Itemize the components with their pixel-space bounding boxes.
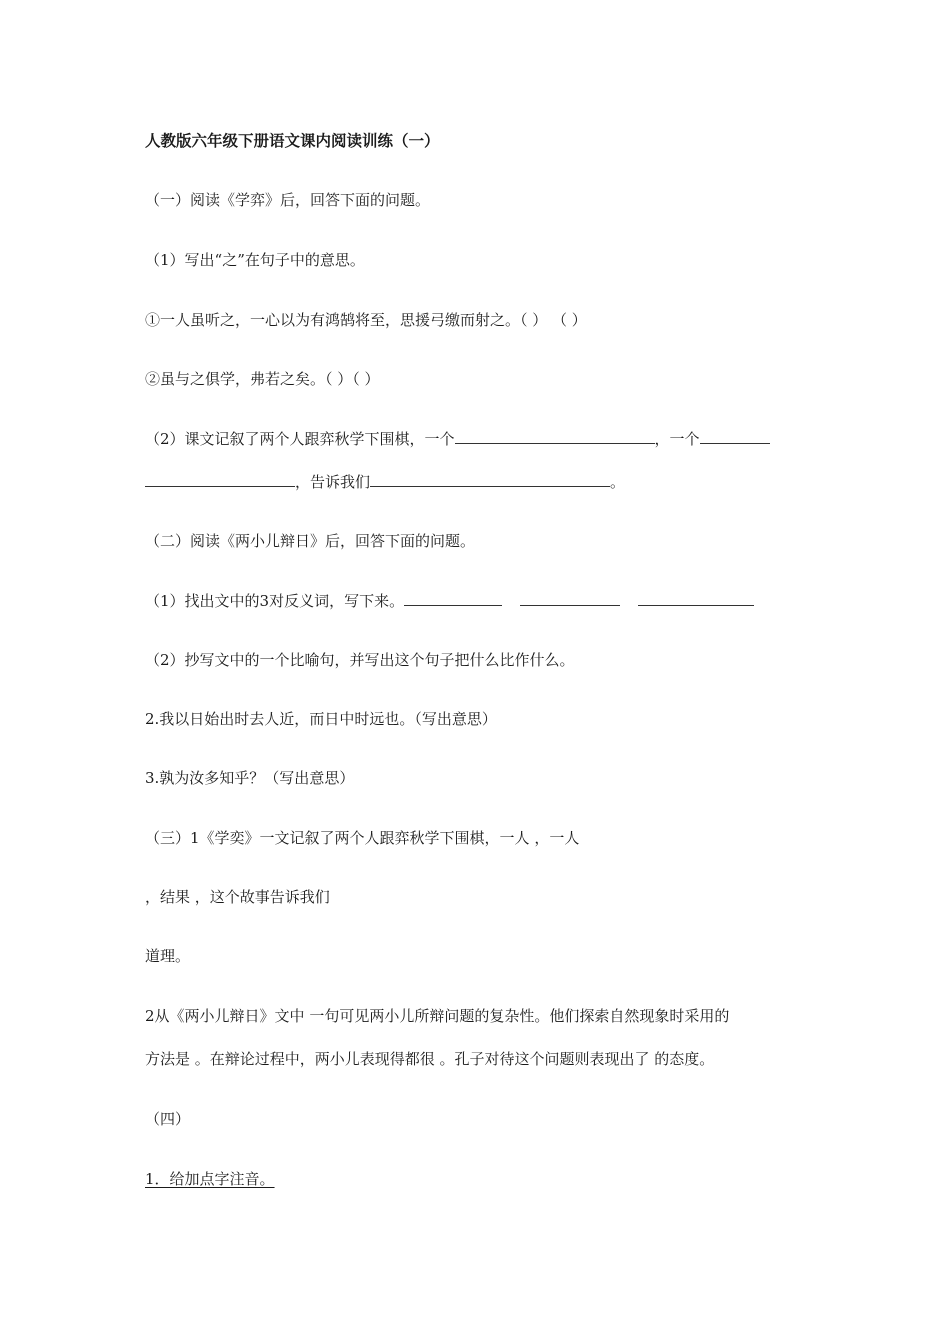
section-2-question-1-text: （1）找出文中的3对反义词，写下来。 xyxy=(145,592,405,610)
section-3-line-5: 方法是 。在辩论过程中，两小儿表现得都很 。孔子对待这个问题则表现出了 的态度。 xyxy=(145,1050,715,1068)
answer-blank[interactable] xyxy=(700,429,770,444)
question-2-text: （2）课文记叙了两个人跟弈秋学下围棋，一个 xyxy=(145,430,455,448)
section-1-heading: （一）阅读《学弈》后，回答下面的问题。 xyxy=(145,191,431,209)
answer-blank[interactable] xyxy=(455,429,655,444)
section-1-question-1: （1）写出“之”在句子中的意思。 xyxy=(145,251,365,269)
section-4-heading: （四） xyxy=(145,1110,191,1128)
section-2-heading: （二）阅读《两小儿辩日》后，回答下面的问题。 xyxy=(145,532,476,550)
section-1-question-2-cont xyxy=(145,472,625,492)
section-3-line-4: 2从《两小儿辩日》文中 一句可见两小儿所辩问题的复杂性。他们探索自然现象时采用的 xyxy=(145,1007,730,1025)
question-2-tell: ，告诉我们 xyxy=(295,473,371,491)
section-1-question-1a: ①一人虽听之，一心以为有鸿鹄将至，思援弓缴而射之。（ ） （ ） xyxy=(145,311,587,329)
answer-blank[interactable] xyxy=(370,472,610,487)
section-2-question-3: 2.我以日始出时去人近，而日中时远也。（写出意思） xyxy=(145,710,497,728)
section-4-question-1: 1．给加点字注音。 xyxy=(145,1170,275,1188)
section-3-line-2: ，结果 ，这个故事告诉我们 xyxy=(145,888,330,906)
page-title: 人教版六年级下册语文课内阅读训练（一） xyxy=(145,131,440,150)
section-2-question-1 xyxy=(145,591,754,611)
answer-blank[interactable] xyxy=(145,472,295,487)
section-3-line-1: （三）1《学奕》一文记叙了两个人跟弈秋学下围棋，一人 ，一人 xyxy=(145,829,580,847)
section-1-question-2 xyxy=(145,429,770,449)
question-2-mid: ，一个 xyxy=(654,430,700,448)
answer-blank[interactable] xyxy=(404,591,502,606)
question-2-end: 。 xyxy=(610,473,626,491)
section-3-line-3: 道理。 xyxy=(145,947,191,965)
section-1-question-1b: ②虽与之俱学，弗若之矣。（ ）（ ） xyxy=(145,370,380,388)
section-2-question-4: 3.孰为汝多知乎？（写出意思） xyxy=(145,769,355,787)
answer-blank[interactable] xyxy=(520,591,620,606)
answer-blank[interactable] xyxy=(638,591,754,606)
section-2-question-2: （2）抄写文中的一个比喻句，并写出这个句子把什么比作什么。 xyxy=(145,651,575,669)
